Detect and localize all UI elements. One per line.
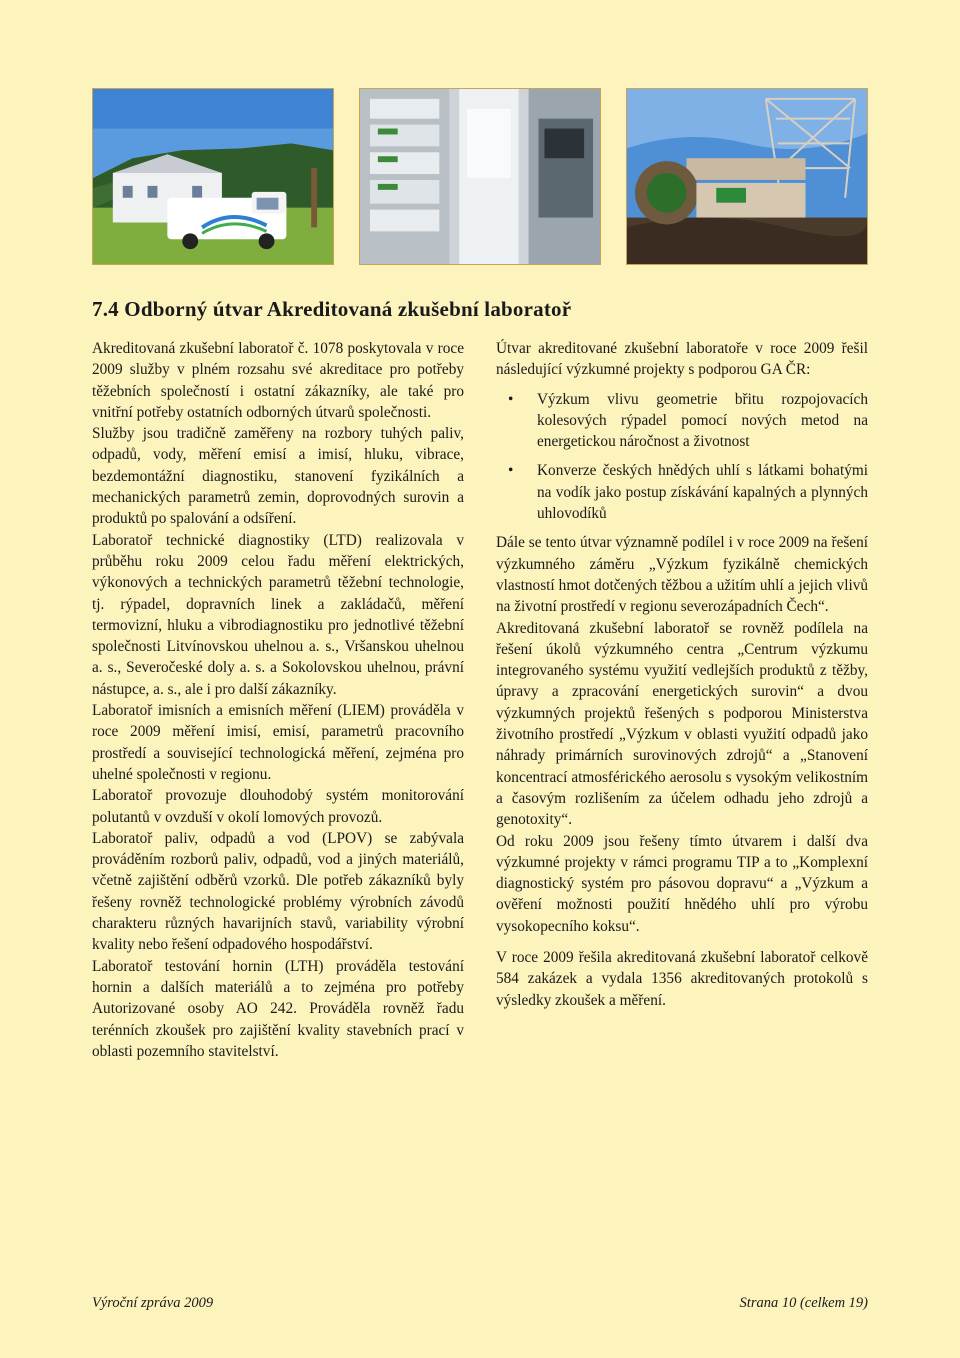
- list-item: [496, 389, 868, 453]
- left-paragraph: Laboratoř paliv, odpadů a vod (LPOV) se zabývala prováděním rozborů paliv, odpadů, vod a jiných materiálů, včetně zajištění odběrů vzorků. Dle potřeb zákazníků byly řešeny rovněž technologické problémy výrobních závodů charakteru různých havarijních stavů, variability výrobní kvality nebo řešení odpadového hospodářství.: [92, 829, 464, 954]
- section-heading: 7.4 Odborný útvar Akreditovaná zkušební laboratoř: [92, 297, 572, 321]
- left-paragraph: Laboratoř provozuje dlouhodobý systém monitorování polutantů v ovzduší v okolí lomových provozů.: [92, 787, 464, 826]
- list-item-text: Konverze českých hnědých uhlí s látkami bohatými na vodík jako postup získávání kapalných a plynných uhlovodíků: [537, 462, 868, 523]
- footer-report-title: Výroční zpráva 2009: [92, 1295, 214, 1311]
- right-paragraph: Akreditovaná zkušební laboratoř se rovněž podílela na řešení úkolů výzkumného centra „Centrum výzkumu integrovaného systému využití vedlejších produktů z těžby, úpravy a zpracování energetických surovin“ a dvou výzkumných projektů řešených s podporou Ministerstva životního prostředí „Výzkum v oblasti využití odpadů jako náhrady primárních surovinových zdrojů“ a „Stanovení koncentrací atmosférického aerosolu s vysokým velikostním a časovým rozlišením za účelem odhadu jeho zdrojů a genotoxity“.: [496, 619, 868, 829]
- right-column: [496, 338, 868, 1011]
- list-item: [496, 460, 868, 524]
- photo-lab-equipment: [359, 88, 601, 265]
- footer-page-number: Strana 10 (celkem 19): [739, 1295, 868, 1311]
- left-paragraph: Akreditovaná zkušební laboratoř č. 1078 poskytovala v roce 2009 služby v plném rozsahu své akreditace pro potřeby těžebních společností i ostatní zákazníky, ale také pro vnitřní potřeby ostatních odborných útvarů společnosti.: [92, 340, 464, 421]
- photo-bucket-wheel-excavator: [626, 88, 868, 265]
- bullet-icon: •: [508, 390, 514, 408]
- photo-strip: [92, 88, 868, 265]
- right-closing: V roce 2009 řešila akreditovaná zkušební laboratoř celkově 584 zakázek a vydala 1356 akreditovaných protokolů s výsledky zkoušek a měření.: [496, 949, 868, 1009]
- left-column: [92, 338, 464, 1062]
- bullet-icon: •: [508, 462, 514, 480]
- list-item-text: Výzkum vlivu geometrie břitu rozpojovacích kolesových rýpadel pomocí nových metod na energetickou náročnost a životnost: [537, 390, 868, 451]
- left-paragraph: Služby jsou tradičně zaměřeny na rozbory tuhých paliv, odpadů, vody, měření emisí a imisí, hluku, vibrace, bezdemontážní diagnostiku, stanovení fyzikálních a mechanických parametrů zemin, doprovodných surovin a produktů po spalování a odsíření.: [92, 425, 464, 528]
- project-list: [496, 389, 868, 525]
- right-paragraph: Dále se tento útvar významně podílel i v roce 2009 na řešení výzkumného záměru „Výzkum fyzikálně chemických vlastností hmot dotčených těžbou a užitím uhlí a jejich vlivů na životní prostředí v regionu severozápadních Čech“.: [496, 534, 868, 616]
- photo-house-van: [92, 88, 334, 265]
- right-paragraph: Od roku 2009 jsou řešeny tímto útvarem i další dva výzkumné projekty v rámci programu TIP a to „Komplexní diagnostický systém pro pásovou dopravu“ a „Výzkum a ověření možnosti použití hnědého uhlí pro výrobu vysokopecního koksu“.: [496, 832, 868, 935]
- left-paragraph: Laboratoř testování hornin (LTH) prováděla testování hornin a dalších materiálů a to zejména pro potřeby Autorizované osoby AO 242. Prováděla rovněž řadu terénních zkoušek pro zajištění kvality stavebních prací v oblasti pozemního stavitelství.: [92, 957, 464, 1060]
- left-paragraph: Laboratoř technické diagnostiky (LTD) realizovala v průběhu roku 2009 celou řadu měření elektrických, výkonových a technických parametrů těžební technologie, tj. rýpadel, dopravních linek a zakládačů, měření termovizní, hluku a vibrodiagnostiku pro jednotlivé těžební společnosti Litvínovskou uhelnou a. s., Vršanskou uhelnou a. s., Severočeské doly a. s. a Sokolovskou uhelnou, právní nástupce, a. s., ale i pro další zákazníky.: [92, 531, 464, 698]
- right-intro: Útvar akreditované zkušební laboratoře v roce 2009 řešil následující výzkumné projekty s podporou GA ČR:: [496, 340, 868, 379]
- left-paragraph: Laboratoř imisních a emisních měření (LIEM) prováděla v roce 2009 měření imisí, emisí, parametrů pracovního prostředí a související technologická měření, zejména pro uhelné společnosti v regionu.: [92, 702, 464, 783]
